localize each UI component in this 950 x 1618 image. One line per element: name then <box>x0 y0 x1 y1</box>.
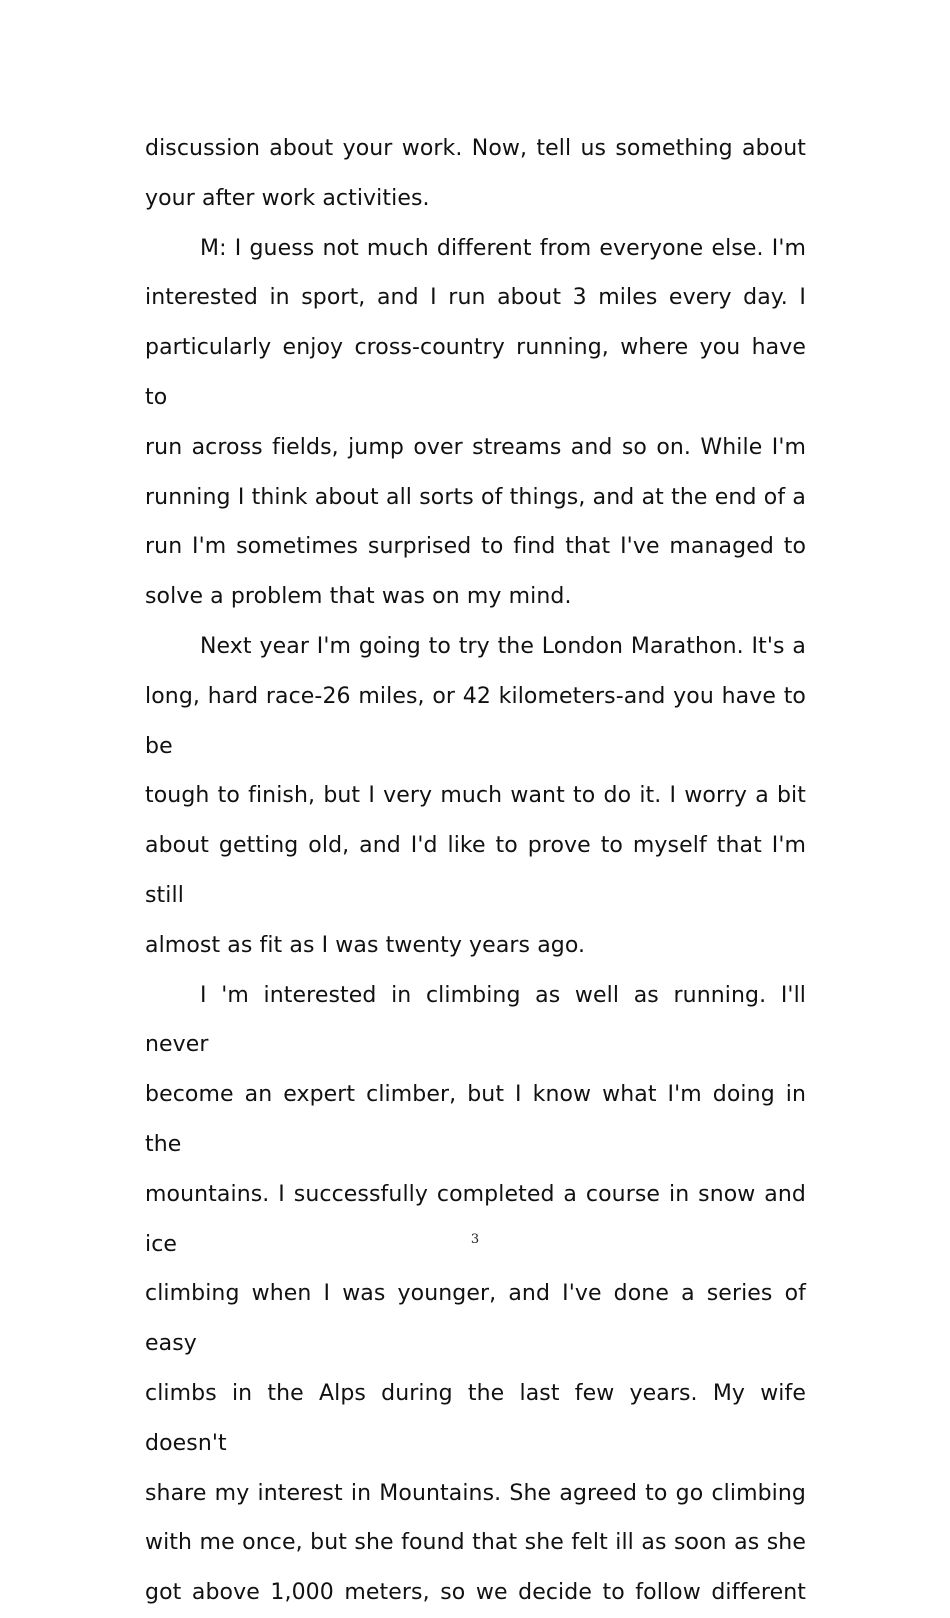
paragraph-2 <box>145 224 806 622</box>
document-body <box>145 124 806 1618</box>
text-line: got above 1,000 meters, so we decide to follow different <box>145 1580 806 1606</box>
text-line: run I'm sometimes surprised to find that I've managed to <box>145 534 806 560</box>
text-line: particularly enjoy cross-country running, where you have to <box>145 335 806 410</box>
text-line: long, hard race-26 miles, or 42 kilometers-and you have to be <box>145 683 806 759</box>
text-line: your after work activities. <box>145 185 430 211</box>
text-line: almost as fit as I was twenty years ago. <box>145 932 586 958</box>
text-line: climbs in the Alps during the last few years. My wife doesn't <box>145 1380 806 1456</box>
paragraph-3 <box>145 622 806 971</box>
text-line: tough to finish, but I very much want to do it. I worry a bit <box>145 783 806 809</box>
text-line: become an expert climber, but I know what I'm doing in the <box>145 1082 806 1157</box>
text-line: mountains. I successfully completed a course in snow and ice <box>145 1181 806 1257</box>
text-line: discussion about your work. Now, tell us something about <box>145 136 806 161</box>
text-line: interested in sport, and I run about 3 miles every day. I <box>145 285 806 311</box>
text-line: share my interest in Mountains. She agreed to go climbing <box>145 1480 806 1506</box>
paragraph-1 <box>145 124 806 224</box>
text-line: I 'm interested in climbing as well as running. I'll never <box>145 982 806 1058</box>
text-line: about getting old, and I'd like to prove to myself that I'm still <box>145 833 806 908</box>
page-number: 3 <box>470 1232 480 1247</box>
text-line: climbing when I was younger, and I've done a series of easy <box>145 1281 806 1357</box>
text-line: with me once, but she found that she felt ill as soon as she <box>145 1530 806 1556</box>
text-line: M: I guess not much different from everyone else. I'm <box>200 235 806 261</box>
paragraph-4 <box>145 971 806 1618</box>
text-line: running I think about all sorts of things, and at the end of a <box>145 484 806 510</box>
text-line: run across fields, jump over streams and so on. While I'm <box>145 434 806 460</box>
text-line: Next year I'm going to try the London Marathon. It's a <box>200 633 806 659</box>
text-line: solve a problem that was on my mind. <box>145 584 572 610</box>
